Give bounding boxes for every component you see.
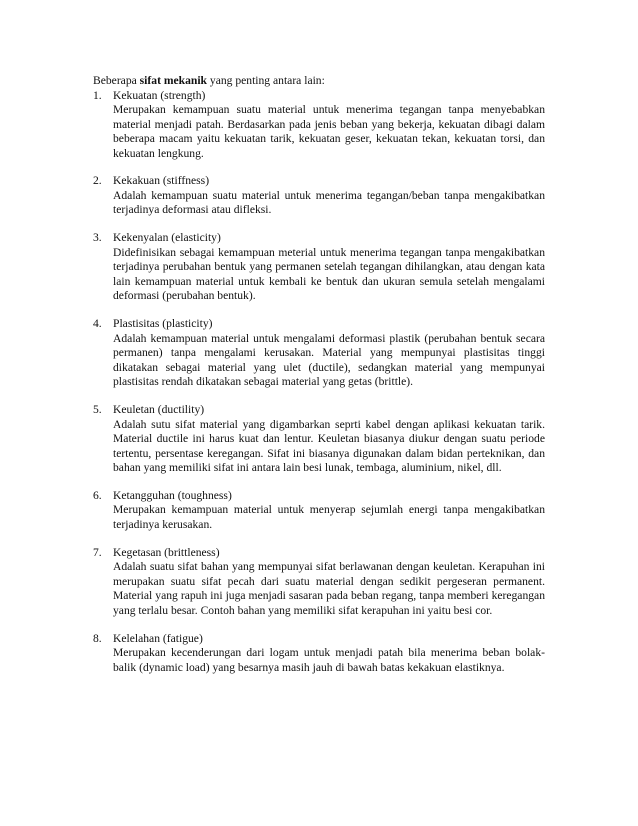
list-item [93,174,545,218]
item-description: Adalah suatu sifat bahan yang mempunyai sifat berlawanan dengan keuletan. Kerapuhan ini merupakan suatu sifat pecah dari suatu material dengan sedikit pergeseran permanent. Material yang rapuh ini juga menjadi sasaran pada beban regang, tanpa memberi keregangan yang terlalu besar. Contoh bahan yang memiliki sifat kerapuhan ini yaitu besi cor. [113,560,545,617]
item-title: Kelelahan (fatigue) [113,631,203,645]
item-title: Plastisitas (plasticity) [113,317,213,331]
item-number: 5. [93,403,102,417]
item-title: Keuletan (ductility) [113,403,205,417]
list-item [93,317,545,390]
intro-line [93,74,545,89]
item-description: Adalah kemampuan material untuk mengalami deformasi plastik (perubahan bentuk secara permanen) tanpa mengalami kerusakan. Material yang mempunyai plastisitas tinggi dikatakan sebagai material yang ulet (ductile), sedangkan material yang mempunyai plastisitas rendah dikatakan sebagai material yang getas (brittle). [113,331,545,389]
item-description: Merupakan kecenderungan dari logam untuk menjadi patah bila menerima beban bolak-balik (dynamic load) yang besarnya masih jauh di bawah batas kekakuan elastiknya. [113,646,545,674]
list-item [93,489,545,533]
item-title: Kekuatan (strength) [113,88,206,102]
item-number: 6. [93,488,102,502]
item-title: Kekenyalan (elasticity) [113,231,221,245]
list-item [93,632,545,676]
item-number: 7. [93,545,102,559]
intro-prefix: Beberapa [93,74,140,87]
item-title: Kekakuan (stiffness) [113,174,210,188]
item-number: 2. [93,174,102,188]
item-title: Ketangguhan (toughness) [113,488,232,502]
item-number: 4. [93,317,102,331]
item-number: 1. [93,88,102,102]
list-item [93,89,545,162]
list-item [93,231,545,304]
item-number: 3. [93,231,102,245]
document-page [93,74,545,689]
intro-suffix: yang penting antara lain: [207,74,325,87]
item-number: 8. [93,631,102,645]
list-item [93,546,545,619]
item-description: Adalah kemampuan suatu material untuk menerima tegangan/beban tanpa mengakibatkan terjadinya deformasi atau difleksi. [113,188,545,217]
property-list [93,89,545,676]
item-description: Didefinisikan sebagai kemampuan meterial untuk menerima tegangan tanpa mengakibatkan terjadinya perubahan bentuk yang permanen setelah tegangan dihilangkan, atau dengan kata lain kemampuan material untuk kembali ke bentuk dan ukuran semula setelah mengalami deformasi (perubahan bentuk). [113,245,545,303]
item-description: Adalah sutu sifat material yang digambarkan seprti kabel dengan aplikasi kekuatan tarik. Material ductile ini harus kuat dan lentur. Keuletan biasanya diukur dengan suatu periode tertentu, persentase keregangan. Sifat ini biasanya digunakan dalam bidan perteknikan, dan bahan yang memiliki sifat ini antara lain besi lunak, tembaga, aluminium, nikel, dll. [113,417,545,475]
item-description: Merupakan kemampuan material untuk menyerap sejumlah energi tanpa mengakibatkan terjadinya kerusakan. [113,503,545,531]
item-title: Kegetasan (brittleness) [113,545,220,559]
intro-bold-term: sifat mekanik [139,74,207,87]
item-description: Merupakan kemampuan suatu material untuk menerima tegangan tanpa menyebabkan material menjadi patah. Berdasarkan pada jenis beban yang bekerja, kekuatan dibagi dalam beberapa macam yaitu kekuatan tarik, kekuatan geser, kekuatan tekan, kekuatan torsi, dan kekuatan lengkung. [113,103,545,160]
list-item [93,403,545,476]
